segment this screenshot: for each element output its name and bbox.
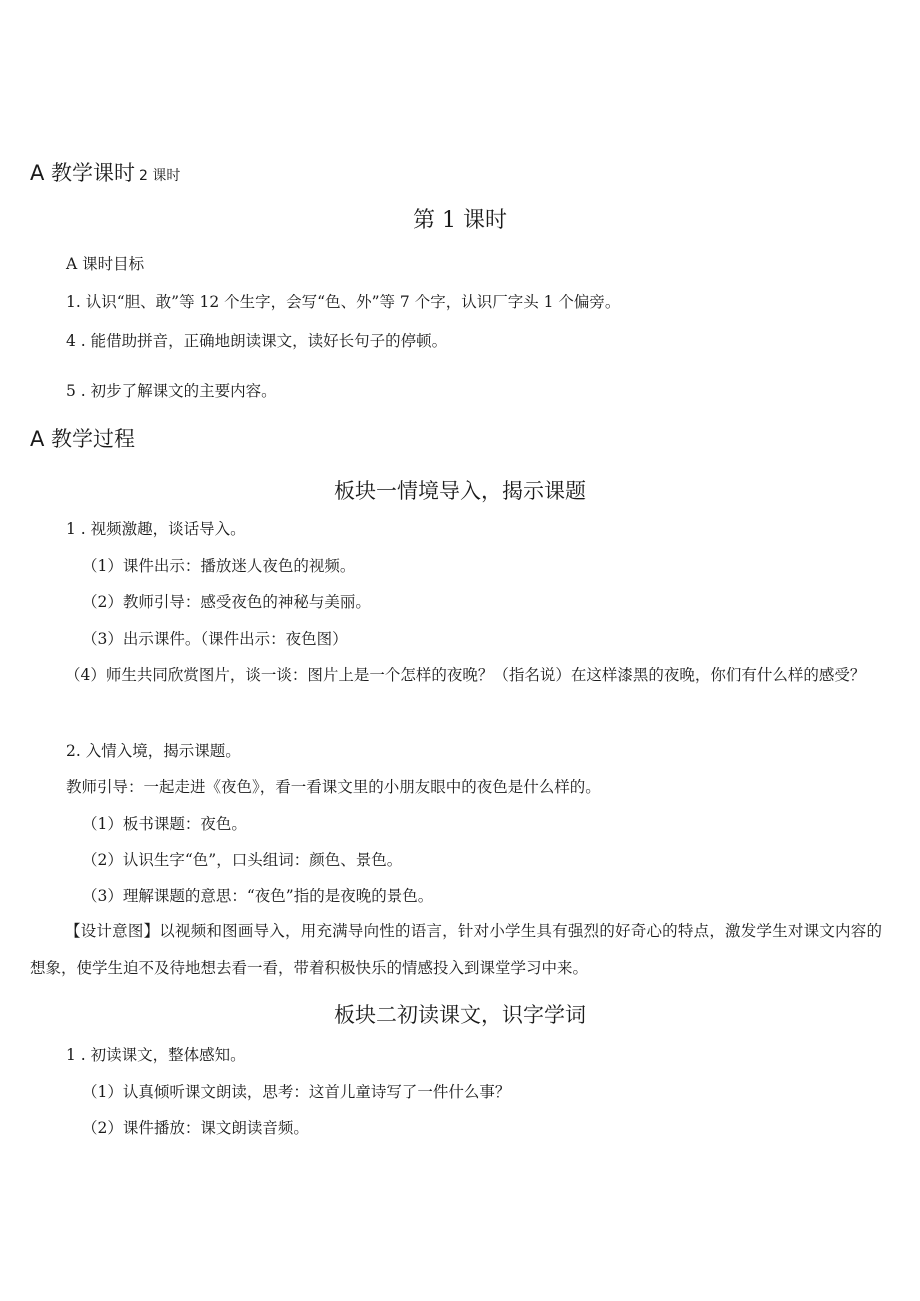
block1-step1-item: （3）出示课件。（课件出示：夜色图） — [82, 630, 348, 648]
block1-step1-item: （1）课件出示：播放迷人夜色的视频。 — [82, 557, 356, 575]
block1-title: 板块一情境导入，揭示课题 — [334, 479, 586, 503]
objective-item: 5 . 初步了解课文的主要内容。 — [66, 382, 277, 400]
block1-step2-item: （1）板书课题：夜色。 — [82, 815, 247, 833]
process-heading: A 教学过程 — [30, 427, 136, 451]
objective-item: 1. 认识“胆、敢”等 12 个生字，会写“色、外”等 7 个字，认识厂字头 1 个偏旁。 — [66, 293, 621, 311]
objective-item: 4 . 能借助拼音，正确地朗读课文，读好长句子的停顿。 — [66, 332, 448, 350]
teaching-hours-heading — [30, 159, 180, 190]
block2-step1-item: （1）认真倾听课文朗读，思考：这首儿童诗写了一件什么事？ — [82, 1083, 511, 1101]
block2-title: 板块二初读课文，识字学词 — [334, 1003, 586, 1027]
block1-step2-intro: 教师引导：一起走进《夜色》，看一看课文里的小朋友眼中的夜色是什么样的。 — [66, 778, 601, 796]
objectives-heading: A 课时目标 — [66, 255, 145, 273]
lesson-title: 第 1 课时 — [413, 208, 507, 233]
teaching-hours-value: 2 课时 — [139, 168, 181, 184]
block1-step1: 1 . 视频激趣，谈话导入。 — [66, 520, 246, 538]
block1-step2-item: （2）认识生字“色”，口头组词：颜色、景色。 — [82, 851, 403, 869]
teaching-hours-label: A 教学课时 — [30, 161, 136, 185]
design-note: 【设计意图】以视频和图画导入，用充满导向性的语言，针对小学生具有强烈的好奇心的特点，激发学生对课文内容的想象，使学生迫不及待地想去看一看，带着积极快乐的情感投入到课堂学习中来。 — [30, 922, 882, 977]
block1-step2-item: （3）理解课题的意思：“夜色”指的是夜晚的景色。 — [82, 887, 434, 905]
block2-step1: 1 . 初读课文，整体感知。 — [66, 1046, 246, 1064]
block2-step1-item: （2）课件播放：课文朗读音频。 — [82, 1119, 309, 1137]
block1-step1-item: （2）教师引导：感受夜色的神秘与美丽。 — [82, 593, 371, 611]
block1-step2: 2. 入情入境，揭示课题。 — [66, 742, 241, 760]
block1-step1-item4: （4）师生共同欣赏图片，谈一谈：图片上是一个怎样的夜晚？（指名说）在这样漆黑的夜晚，你们有什么样的感受？ — [65, 666, 866, 684]
